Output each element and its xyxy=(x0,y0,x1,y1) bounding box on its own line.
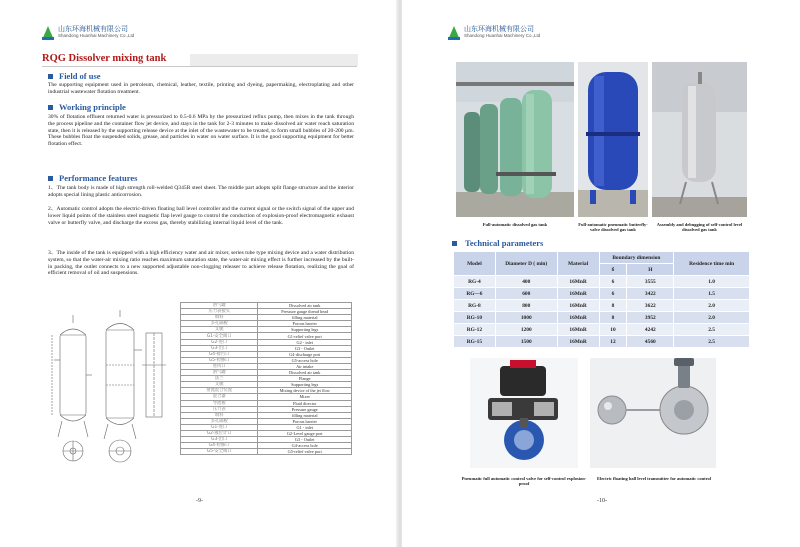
legend-cn: 射流混合装置 xyxy=(181,388,258,394)
section-heading-performance-features: Performance features xyxy=(48,173,137,183)
cell-material: 16MnR xyxy=(557,276,599,288)
cell-height: 4242 xyxy=(627,324,674,336)
field-of-use-text: The supporting equipment used in petroleum, chemical, leather, textile, printing and dyeing, papermaking, electroplating and other industrial wastewater flotation treatment. xyxy=(48,82,354,95)
cell-residence: 1.0 xyxy=(674,276,750,288)
company-name-en: Shandong Huanhai Machinery Co.,Ltd xyxy=(464,33,541,38)
section-heading-field-of-use: Field of use xyxy=(48,71,101,81)
legend-en: Mixer xyxy=(258,394,352,400)
photo-assembly-debugging-tank xyxy=(652,62,747,217)
cell-material: 16MnR xyxy=(557,288,599,300)
cell-residence: 2.5 xyxy=(674,324,750,336)
table-row xyxy=(454,324,750,336)
legend-en: G5-relief valve port xyxy=(258,449,352,455)
cell-diameter: 1500 xyxy=(495,336,557,348)
company-logo-icon xyxy=(42,24,54,40)
legend-en: Supporting legs xyxy=(258,327,352,333)
cell-model: RG-10 xyxy=(454,312,496,324)
cell-thickness: 8 xyxy=(599,312,627,324)
legend-en: Supporting legs xyxy=(258,382,352,388)
legend-cn: G2-进口 xyxy=(181,339,258,345)
title-divider xyxy=(42,66,357,67)
legend-en: Dissolved air tank xyxy=(258,370,352,376)
legend-en: Pressure gauge thread head xyxy=(258,309,352,315)
feature-2-text: 2、Automatic control adopts the electric-driven floating ball level controller and the current signal or the switch signal of the upper and lower liquid points of the stainless steel magnetic flap level gauge to control the conduction of explosion-proof electromagnetic exhaust valve or butterfly valve, and discharge the excess gas, thereby stabilizing internal liquid level of the tank. xyxy=(48,206,354,226)
cell-model: RG-12 xyxy=(454,324,496,336)
cell-thickness: 12 xyxy=(599,336,627,348)
legend-en: G3 - Outlet xyxy=(258,345,352,351)
cell-model: RG-4 xyxy=(454,276,496,288)
legend-cn: 填料 xyxy=(181,412,258,418)
col-header-material: Material xyxy=(557,252,599,276)
company-logo-icon xyxy=(448,24,460,40)
legend-en: G2 - inlet xyxy=(258,339,352,345)
cell-height: 3555 xyxy=(627,276,674,288)
page-number-left: -9- xyxy=(196,498,203,504)
cell-diameter: 800 xyxy=(495,300,557,312)
photo-pneumatic-control-valve xyxy=(470,358,578,468)
legend-cn: G2-液位计口 xyxy=(181,430,258,436)
section-heading-working-principle: Working principle xyxy=(48,102,126,112)
col-header-boundary: Boundary dimension xyxy=(599,252,674,264)
legend-en: Air intake xyxy=(258,363,352,369)
legend-en: G2-Level gauge port xyxy=(258,430,352,436)
legend-en: Fluid director xyxy=(258,400,352,406)
bullet-square-icon xyxy=(48,74,53,79)
cell-height: 3422 xyxy=(627,288,674,300)
legend-cn: 多孔隔板 xyxy=(181,418,258,424)
cell-model: RG—6 xyxy=(454,288,496,300)
cell-thickness: 8 xyxy=(599,300,627,312)
photo-floating-ball-level-transmitter xyxy=(590,358,716,468)
table-row xyxy=(454,336,750,348)
legend-cn: 填料 xyxy=(181,315,258,321)
working-principle-text: 30% of flotation effluent returned water is pressurized to 0.5-0.6 MPa by the pressurized reflux pump, then mixes in the tank through the process pipeline and the container flow jet device, and stays in the tank for 2-3 minutes to make dissolved air water reach saturation state, then it is released by the supporting release device at the inlet of the wastewater to be treated, to form small bubbles of 20-200 µm. These bubbles float the suspended solids, grease, and particles in water on water surface. It is the good supporting equipment for better flotation effect. xyxy=(48,114,354,148)
cell-material: 16MnR xyxy=(557,312,599,324)
table-row xyxy=(454,312,750,324)
legend-en: G4-access hole xyxy=(258,443,352,449)
cell-height: 3622 xyxy=(627,300,674,312)
legend-cn: 导流板 xyxy=(181,400,258,406)
caption-photo-3: Assembly and debugging of self-control level dissolved gas tank xyxy=(656,222,743,233)
cell-thickness: 6 xyxy=(599,276,627,288)
legend-en: Mixing device of the jet flow xyxy=(258,388,352,394)
table-row xyxy=(454,300,750,312)
cell-model: RG-8 xyxy=(454,300,496,312)
legend-cn: 溶气罐 xyxy=(181,303,258,309)
legend-en: G1 - inlet xyxy=(258,424,352,430)
cell-thickness: 6 xyxy=(599,288,627,300)
company-name-cn: 山东环海机械有限公司 xyxy=(464,25,534,33)
cell-diameter: 600 xyxy=(495,288,557,300)
caption-photo-1: Full-automatic dissolved gas tank xyxy=(482,222,548,227)
legend-en: filling material xyxy=(258,315,352,321)
legend-table xyxy=(180,302,352,455)
bullet-square-icon xyxy=(48,105,53,110)
cell-model: RG-15 xyxy=(454,336,496,348)
legend-cn: 压力表接头 xyxy=(181,309,258,315)
cell-thickness: 10 xyxy=(599,324,627,336)
legend-en: G5-access hole xyxy=(258,357,352,363)
cell-height: 3952 xyxy=(627,312,674,324)
cell-height: 4560 xyxy=(627,336,674,348)
bullet-square-icon xyxy=(48,176,53,181)
company-name-cn: 山东环海机械有限公司 xyxy=(58,25,128,33)
cell-diameter: 1000 xyxy=(495,312,557,324)
legend-en: Flange xyxy=(258,376,352,382)
table-row xyxy=(454,276,750,288)
feature-1-text: 1、The tank body is made of high strength roll-welded Q345R steel sheet. The middle part adopts split flange structure and the interior adopts special lining plastic anticorrosion. xyxy=(48,185,354,198)
legend-en: Porous barrier xyxy=(258,321,352,327)
cell-residence: 2.0 xyxy=(674,300,750,312)
legend-cn: G1-进口 xyxy=(181,424,258,430)
col-header-height: H xyxy=(627,264,674,276)
legend-en: Pressure gauge xyxy=(258,406,352,412)
legend-cn: 支腿 xyxy=(181,382,258,388)
bullet-square-icon xyxy=(452,241,457,246)
col-header-residence: Residence time min xyxy=(674,252,750,276)
cell-material: 16MnR xyxy=(557,324,599,336)
cell-diameter: 400 xyxy=(495,276,557,288)
page-title-band xyxy=(42,53,192,66)
col-header-diameter: Diameter D ( min) xyxy=(495,252,557,276)
legend-cn: 混合器 xyxy=(181,394,258,400)
cell-residence: 1.5 xyxy=(674,288,750,300)
feature-3-text: 3、The inside of the tank is equipped with a high efficiency water and air mixer, series tube type mixing device and a water distribution system, so that the water-air mixing ratio reaches maximum saturation state, the water-air mixing effect is further increased by the built-in packing, the outlet connects to a new supported adjustable non-clogging releaser to achieve release flotation, realizing the goal of efficient removal of oil and suspensions. xyxy=(48,250,354,277)
legend-cn: 多孔隔板 xyxy=(181,321,258,327)
company-logo xyxy=(448,24,540,40)
cell-diameter: 1200 xyxy=(495,324,557,336)
legend-cn: 支腿 xyxy=(181,327,258,333)
cell-material: 16MnR xyxy=(557,336,599,348)
caption-control-valve: Pneumatic full automatic control valve for self-control explosion-proof xyxy=(461,476,587,487)
page-title: RQG Dissolver mixing tank xyxy=(42,53,167,64)
page-number-right: -10- xyxy=(597,498,607,504)
col-header-model: Model xyxy=(454,252,496,276)
cell-residence: 2.5 xyxy=(674,336,750,348)
table-row xyxy=(454,288,750,300)
legend-en: G4-discharge port xyxy=(258,351,352,357)
legend-cn: 压力表 xyxy=(181,406,258,412)
legend-cn: 溶气罐 xyxy=(181,370,258,376)
cell-material: 16MnR xyxy=(557,300,599,312)
legend-en: filling material xyxy=(258,412,352,418)
company-name-en: Shandong Huanhai Machinery Co.,Ltd xyxy=(58,33,135,38)
legend-cn: G3-出口 xyxy=(181,437,258,443)
legend-cn: G1-安全阀口 xyxy=(181,333,258,339)
legend-cn: G5-检修口 xyxy=(181,357,258,363)
legend-en: G3 - Outlet xyxy=(258,437,352,443)
legend-en: Dissolved air tank xyxy=(258,303,352,309)
photo-full-automatic-tank xyxy=(456,62,574,217)
title-band-decoration xyxy=(190,54,358,66)
legend-cn: G3-出口 xyxy=(181,345,258,351)
photo-pneumatic-butterfly-tank xyxy=(578,62,648,217)
section-heading-technical-parameters: Technical parameters xyxy=(452,238,543,248)
technical-parameters-table xyxy=(453,251,750,348)
caption-photo-2: Full-automatic pneumatic butterfly-valve dissolved gas tank xyxy=(578,222,648,233)
legend-cn: G5-安全阀口 xyxy=(181,449,258,455)
legend-en: Porous barrier xyxy=(258,418,352,424)
legend-en: G1-relief valve port xyxy=(258,333,352,339)
col-header-thickness: б xyxy=(599,264,627,276)
caption-level-transmitter: Electric floating ball level transmitter for automatic control xyxy=(596,476,712,481)
legend-cn: 法兰 xyxy=(181,376,258,382)
legend-cn: 进风口 xyxy=(181,363,258,369)
company-logo xyxy=(42,24,134,40)
left-page xyxy=(0,0,398,547)
cell-residence: 2.0 xyxy=(674,312,750,324)
legend-row xyxy=(181,449,352,455)
legend-cn: G4-检修口 xyxy=(181,443,258,449)
tank-technical-drawing xyxy=(48,305,170,465)
legend-cn: G4-排污口 xyxy=(181,351,258,357)
